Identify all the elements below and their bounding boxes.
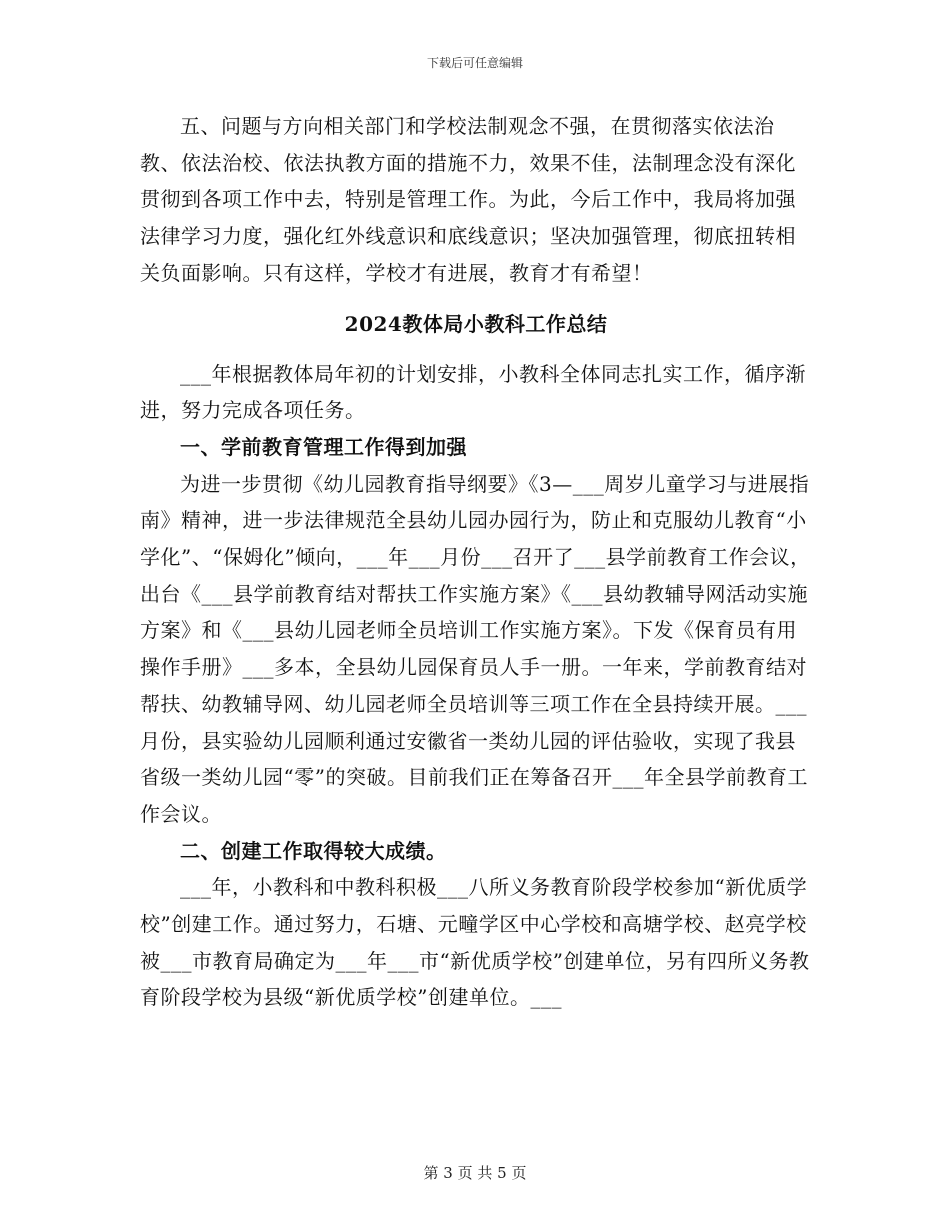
document-body	[140, 108, 812, 1016]
section-heading-2: 二、创建工作取得较大成绩。	[180, 838, 447, 863]
page-number: 第 3 页 共 5 页	[423, 1164, 527, 1182]
section5-paragraph: 五、问题与方向相关部门和学校法制观念不强，在贯彻落实依法治教、依法治校、依法执教方面的措施不力，效果不佳，法制理念没有深化贯彻到各项工作中去，特别是管理工作。为此，今后工作中，我局将加强法律学习力度，强化红外线意识和底线意识；坚决加强管理，彻底扭转相关负面影响。只有这样，学校才有进展，教育才有希望！	[140, 114, 796, 285]
paragraph-2: ___年，小教科和中教科积极___八所义务教育阶段学校参加“新优质学校”创建工作。通过努力，石塘、元疃学区中心学校和高塘学校、赵亮学校被___市教育局确定为___年___市“新优质学校”创建单位，另有四所义务教育阶段学校为县级“新优质学校”创建单位。___	[140, 875, 810, 1010]
paragraph-1: 为进一步贯彻《幼儿园教育指导纲要》《3—___周岁儿童学习与进展指南》精神，进一步法律规范全县幼儿园办园行为，防止和克服幼儿教育“小学化”、“保姆化”倾向，___年___月份___召开了___县学前教育工作会议，出台《___县学前教育结对帮扶工作实施方案》《___县幼教辅导网活动实施方案》和《___县幼儿园老师全员培训工作实施方案》。下发《保育员有用操作手册》___多本，全县幼儿园保育员人手一册。一年来，学前教育结对帮扶、幼教辅导网、幼儿园老师全员培训等三项工作在全县持续开展。___月份，县实验幼儿园顺利通过安徽省一类幼儿园的评估验收，实现了我县省级一类幼儿园“零”的突破。目前我们正在筹备召开___年全县学前教育工作会议。	[140, 471, 811, 826]
document-title: 2024教体局小教科工作总结	[344, 311, 608, 336]
section-heading-1: 一、学前教育管理工作得到加强	[180, 434, 467, 459]
page-header: 下载后可任意编辑	[426, 56, 523, 70]
intro-paragraph: ___年根据教体局年初的计划安排，小教科全体同志扎实工作，循序渐进，努力完成各项任务。	[140, 361, 806, 423]
